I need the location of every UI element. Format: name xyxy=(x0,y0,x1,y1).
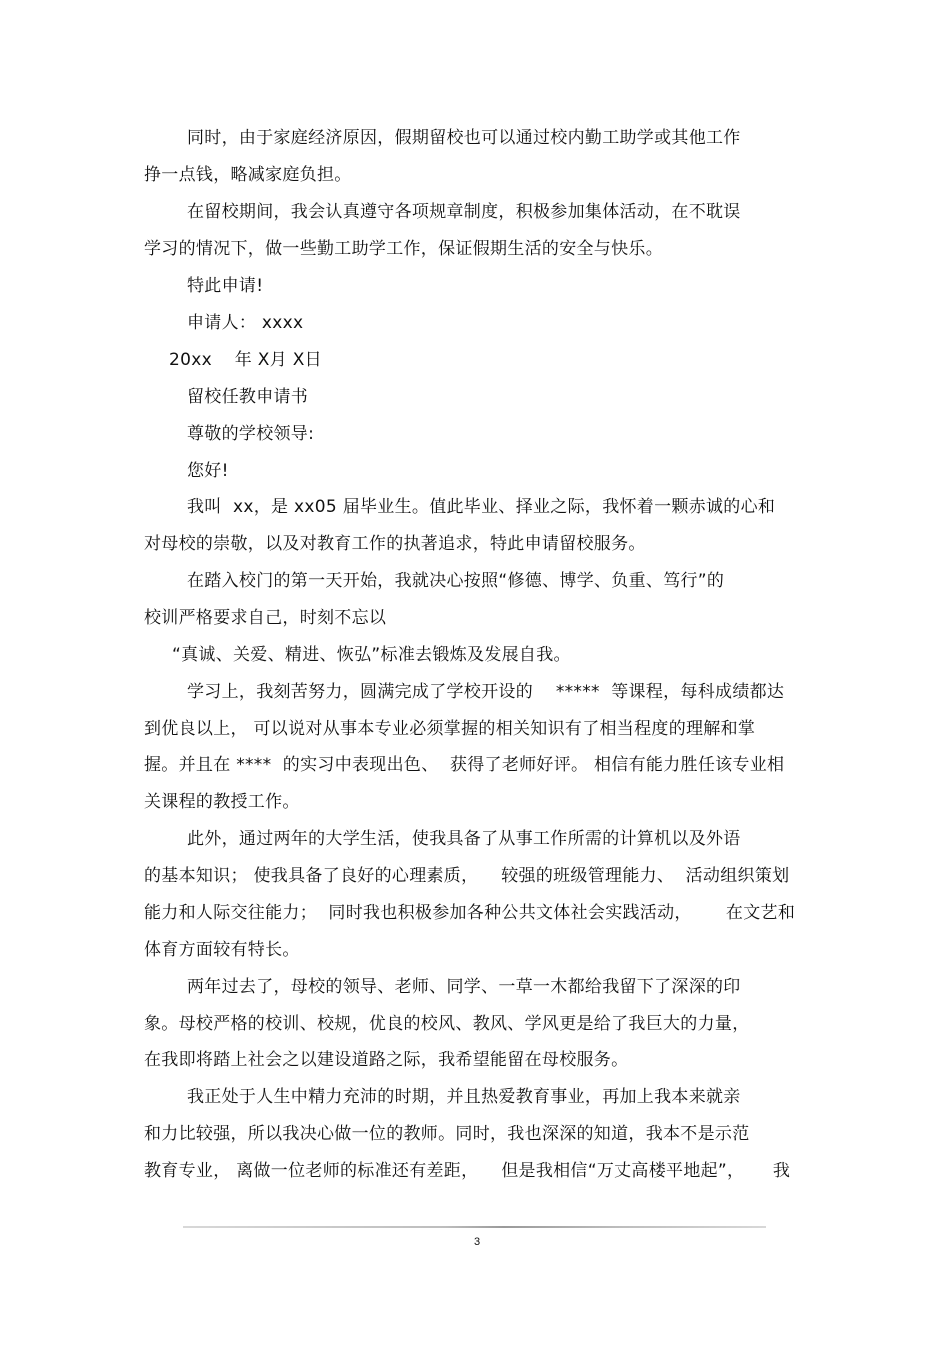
text-line: 校训严格要求自己，时刻不忘以 xyxy=(144,608,387,628)
text-line: 挣一点钱，略减家庭负担。 xyxy=(144,165,352,185)
text-line: 申请人： xxxx xyxy=(187,313,304,333)
text-line: 在留校期间，我会认真遵守各项规章制度，积极参加集体活动，在不耽误 xyxy=(187,202,741,222)
text-line: 握。并且在 **** 的实习中表现出色、 获得了老师好评。 相信有能力胜任该专业相 xyxy=(144,755,785,775)
text-line: 和力比较强，所以我决心做一位的教师。同时，我也深深的知道，我本不是示范 xyxy=(144,1124,750,1144)
text-line: 体育方面较有特长。 xyxy=(144,940,300,960)
date-line: 20xx 年 X月 X日 xyxy=(169,350,322,370)
text-line: 学习的情况下，做一些勤工助学工作，保证假期生活的安全与快乐。 xyxy=(144,239,663,259)
page-number: 3 xyxy=(473,1236,481,1248)
text-line: 关课程的教授工作。 xyxy=(144,792,300,812)
text-line: 同时，由于家庭经济原因，假期留校也可以通过校内勤工助学或其他工作 xyxy=(187,128,741,148)
document-title: 留校任教申请书 xyxy=(187,387,309,407)
text-line: 对母校的崇敬，以及对教育工作的执著追求，特此申请留校服务。 xyxy=(144,534,646,554)
text-line: “真诚、关爱、精进、恢弘”标准去锻炼及发展自我。 xyxy=(172,645,571,665)
greeting: 您好! xyxy=(187,461,229,481)
footer-divider xyxy=(183,1226,766,1228)
text-line: 我叫 xx，是 xx05 届毕业生。值此毕业、择业之际，我怀着一颗赤诚的心和 xyxy=(187,497,776,517)
text-line: 到优良以上， 可以说对从事本专业必须掌握的相关知识有了相当程度的理解和掌 xyxy=(144,719,756,739)
text-line: 在踏入校门的第一天开始，我就决心按照“修德、博学、负重、笃行”的 xyxy=(187,571,725,591)
text-line: 特此申请! xyxy=(187,276,264,296)
text-line: 此外，通过两年的大学生活，使我具备了从事工作所需的计算机以及外语 xyxy=(187,829,741,849)
text-line: 两年过去了，母校的领导、老师、同学、一草一木都给我留下了深深的印 xyxy=(187,977,741,997)
text-line: 学习上，我刻苦努力，圆满完成了学校开设的 ***** 等课程，每科成绩都达 xyxy=(187,682,785,702)
text-line: 我正处于人生中精力充沛的时期，并且热爱教育事业，再加上我本来就亲 xyxy=(187,1087,741,1107)
text-line: 象。母校严格的校训、校规，优良的校风、教风、学风更是给了我巨大的力量， xyxy=(144,1014,750,1034)
text-line: 能力和人际交往能力； 同时我也积极参加各种公共文体社会实践活动， 在文艺和 xyxy=(144,903,796,923)
salutation: 尊敬的学校领导: xyxy=(187,424,315,444)
text-line: 在我即将踏上社会之以建设道路之际，我希望能留在母校服务。 xyxy=(144,1050,629,1070)
text-line: 的基本知识； 使我具备了良好的心理素质， 较强的班级管理能力、 活动组织策划 xyxy=(144,866,790,886)
text-line: 教育专业， 离做一位老师的标准还有差距， 但是我相信“万丈高楼平地起”， 我 xyxy=(144,1161,791,1181)
